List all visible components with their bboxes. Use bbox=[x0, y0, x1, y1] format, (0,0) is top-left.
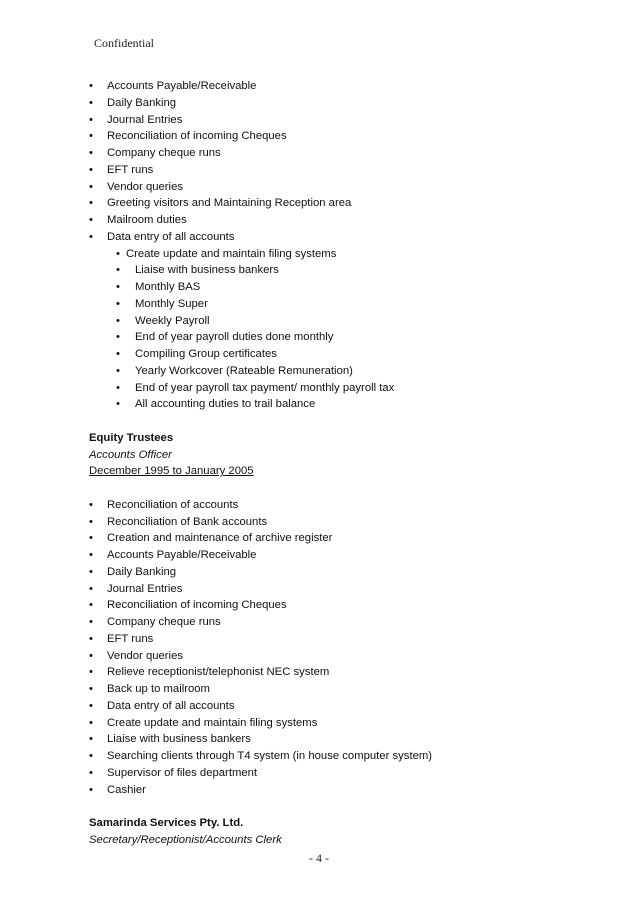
list-item: • EFT runs bbox=[89, 162, 609, 179]
list-item: • Searching clients through T4 system (in house computer system) bbox=[89, 748, 609, 765]
duties-list-2 bbox=[89, 497, 609, 799]
list-item: • Data entry of all accounts bbox=[89, 229, 609, 246]
sub-list-item: • Monthly BAS bbox=[89, 279, 609, 296]
list-item: • Greeting visitors and Maintaining Reception area bbox=[89, 195, 609, 212]
list-item: • Daily Banking bbox=[89, 95, 609, 112]
employment-period: December 1995 to January 2005 bbox=[89, 465, 254, 478]
sub-list-item: • End of year payroll tax payment/ monthly payroll tax bbox=[89, 380, 609, 397]
company-name: Samarinda Services Pty. Ltd. bbox=[89, 817, 244, 829]
sub-list-item: • All accounting duties to trail balance bbox=[89, 396, 609, 413]
job-title: Accounts Officer bbox=[89, 448, 172, 461]
list-item: • Reconciliation of incoming Cheques bbox=[89, 128, 609, 145]
list-item: • Mailroom duties bbox=[89, 212, 609, 229]
list-item: • Relieve receptionist/telephonist NEC system bbox=[89, 664, 609, 681]
list-item: • Company cheque runs bbox=[89, 145, 609, 162]
list-item: • Reconciliation of accounts bbox=[89, 497, 609, 514]
list-item: • Vendor queries bbox=[89, 179, 609, 196]
list-item: • Accounts Payable/Receivable bbox=[89, 547, 609, 564]
duties-sub-list bbox=[89, 262, 609, 413]
list-item: • Vendor queries bbox=[89, 648, 609, 665]
list-item: • Liaise with business bankers bbox=[89, 731, 609, 748]
list-item: • Accounts Payable/Receivable bbox=[89, 78, 609, 95]
list-item: • Supervisor of files department bbox=[89, 765, 609, 782]
sub-list-item: • Weekly Payroll bbox=[89, 313, 609, 330]
list-item: • Back up to mailroom bbox=[89, 681, 609, 698]
list-item: • Reconciliation of Bank accounts bbox=[89, 514, 609, 531]
sub-list-item: • Monthly Super bbox=[89, 296, 609, 313]
sub-list-item: • Liaise with business bankers bbox=[89, 262, 609, 279]
list-item: • Journal Entries bbox=[89, 581, 609, 598]
list-item: • Reconciliation of incoming Cheques bbox=[89, 597, 609, 614]
list-item: • Journal Entries bbox=[89, 112, 609, 129]
page-number: - 4 - bbox=[309, 851, 329, 865]
duties-list-1 bbox=[89, 78, 609, 262]
document-body bbox=[89, 78, 609, 849]
list-item: • Data entry of all accounts bbox=[89, 698, 609, 715]
sub-list-item: • End of year payroll duties done monthly bbox=[89, 329, 609, 346]
company-name: Equity Trustees bbox=[89, 431, 174, 444]
list-item: • Cashier bbox=[89, 782, 609, 799]
sub-list-item: • Create update and maintain filing systems bbox=[89, 246, 609, 263]
list-item: • Creation and maintenance of archive register bbox=[89, 530, 609, 547]
sub-list-item: • Yearly Workcover (Rateable Remuneration) bbox=[89, 363, 609, 380]
list-item: • EFT runs bbox=[89, 631, 609, 648]
sub-list-item: • Compiling Group certificates bbox=[89, 346, 609, 363]
list-item: • Create update and maintain filing systems bbox=[89, 715, 609, 732]
job-title: Secretary/Receptionist/Accounts Clerk bbox=[89, 833, 282, 846]
page-header: Confidential bbox=[94, 36, 154, 50]
list-item: • Daily Banking bbox=[89, 564, 609, 581]
list-item: • Company cheque runs bbox=[89, 614, 609, 631]
